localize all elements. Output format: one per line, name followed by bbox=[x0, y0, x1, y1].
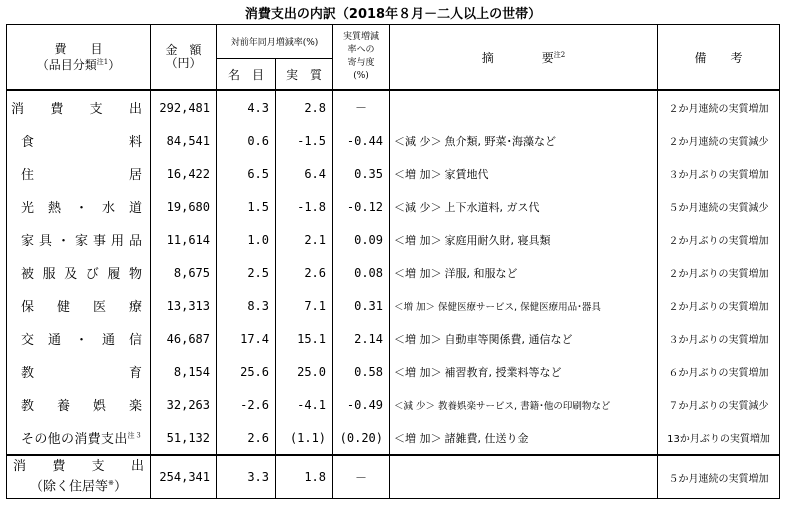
header-contribution: 実質増減 率への 寄与度 (%) bbox=[333, 25, 390, 91]
header-item: 費 目 （品目分類$^{注1}$） bbox=[7, 25, 151, 91]
row-summary: ＜増 加＞ 諸雑費, 仕送り金 bbox=[390, 421, 658, 455]
row-nominal: 3.3 bbox=[217, 455, 276, 499]
table-row bbox=[7, 256, 780, 289]
row-contribution: 0.58 bbox=[333, 355, 390, 388]
row-amount: 11,614 bbox=[151, 223, 217, 256]
row-nominal: 1.5 bbox=[217, 190, 276, 223]
table-row bbox=[7, 124, 780, 157]
row-remarks: ２か月ぶりの実質増加 bbox=[658, 289, 780, 322]
row-remarks: ３か月ぶりの実質増加 bbox=[658, 157, 780, 190]
row-name: 保健医療 bbox=[7, 289, 151, 322]
row-real: 2.8 bbox=[276, 90, 333, 124]
row-summary bbox=[390, 455, 658, 499]
expenditure-table bbox=[6, 24, 780, 499]
row-real: 1.8 bbox=[276, 455, 333, 499]
header-real: 実 質 bbox=[276, 59, 333, 91]
row-amount: 84,541 bbox=[151, 124, 217, 157]
row-remarks: ５か月連続の実質増加 bbox=[658, 455, 780, 499]
row-contribution: -0.12 bbox=[333, 190, 390, 223]
row-name: その他の消費支出$^{注3}$ bbox=[7, 421, 151, 455]
row-contribution: -0.44 bbox=[333, 124, 390, 157]
row-real: 2.1 bbox=[276, 223, 333, 256]
header-summary: 摘 要$^{注2}$ bbox=[390, 25, 658, 91]
row-amount: 13,313 bbox=[151, 289, 217, 322]
row-amount: 19,680 bbox=[151, 190, 217, 223]
row-nominal: 8.3 bbox=[217, 289, 276, 322]
row-summary bbox=[390, 90, 658, 124]
row-amount: 51,132 bbox=[151, 421, 217, 455]
row-summary: ＜減 少＞ 教養娯楽サービス, 書籍･他の印刷物など bbox=[390, 388, 658, 421]
row-name: 消費支出 bbox=[7, 90, 151, 124]
row-nominal: 17.4 bbox=[217, 322, 276, 355]
row-amount: 8,675 bbox=[151, 256, 217, 289]
row-remarks: ２か月連続の実質減少 bbox=[658, 124, 780, 157]
row-name: 消費支出 （除く住居等※） bbox=[7, 455, 151, 499]
row-remarks: ７か月ぶりの実質減少 bbox=[658, 388, 780, 421]
row-nominal: 2.6 bbox=[217, 421, 276, 455]
header-amount: 金 額 （円） bbox=[151, 25, 217, 91]
row-amount: 32,263 bbox=[151, 388, 217, 421]
row-summary: ＜増 加＞ 家庭用耐久財, 寝具類 bbox=[390, 223, 658, 256]
row-nominal: 2.5 bbox=[217, 256, 276, 289]
row-real: (1.1) bbox=[276, 421, 333, 455]
table-row bbox=[7, 355, 780, 388]
row-nominal: 1.0 bbox=[217, 223, 276, 256]
header-remarks: 備 考 bbox=[658, 25, 780, 91]
row-name: 家具・家事用品 bbox=[7, 223, 151, 256]
table-row bbox=[7, 223, 780, 256]
row-nominal: 0.6 bbox=[217, 124, 276, 157]
table-row bbox=[7, 90, 780, 124]
table-row bbox=[7, 157, 780, 190]
row-summary: ＜増 加＞ 家賃地代 bbox=[390, 157, 658, 190]
row-real: 7.1 bbox=[276, 289, 333, 322]
table-row bbox=[7, 421, 780, 455]
row-summary: ＜減 少＞ 上下水道料, ガス代 bbox=[390, 190, 658, 223]
row-name: 教養娯楽 bbox=[7, 388, 151, 421]
table-row bbox=[7, 190, 780, 223]
table-row bbox=[7, 289, 780, 322]
row-real: -4.1 bbox=[276, 388, 333, 421]
row-contribution: (0.20) bbox=[333, 421, 390, 455]
row-nominal: 6.5 bbox=[217, 157, 276, 190]
row-remarks: ２か月ぶりの実質増加 bbox=[658, 256, 780, 289]
row-real: 2.6 bbox=[276, 256, 333, 289]
row-real: 25.0 bbox=[276, 355, 333, 388]
row-contribution: 0.35 bbox=[333, 157, 390, 190]
row-real: -1.8 bbox=[276, 190, 333, 223]
row-contribution: 0.08 bbox=[333, 256, 390, 289]
row-contribution: 2.14 bbox=[333, 322, 390, 355]
row-summary: ＜増 加＞ 保健医療サービス, 保健医療用品･器具 bbox=[390, 289, 658, 322]
row-nominal: 25.6 bbox=[217, 355, 276, 388]
row-remarks: ２か月ぶりの実質増加 bbox=[658, 223, 780, 256]
row-contribution: -0.49 bbox=[333, 388, 390, 421]
row-amount: 8,154 bbox=[151, 355, 217, 388]
row-summary: ＜増 加＞ 洋服, 和服など bbox=[390, 256, 658, 289]
page-title: 消費支出の内訳（2018年８月－二人以上の世帯） bbox=[244, 7, 542, 22]
header-nominal: 名 目 bbox=[217, 59, 276, 91]
table-row bbox=[7, 388, 780, 421]
header-yoy-group: 対前年同月増減率(%) bbox=[217, 25, 333, 59]
row-summary: ＜増 加＞ 補習教育, 授業料等など bbox=[390, 355, 658, 388]
row-nominal: -2.6 bbox=[217, 388, 276, 421]
row-remarks: 13か月ぶりの実質増加 bbox=[658, 421, 780, 455]
row-remarks: ５か月連続の実質減少 bbox=[658, 190, 780, 223]
row-amount: 46,687 bbox=[151, 322, 217, 355]
row-remarks: ３か月ぶりの実質増加 bbox=[658, 322, 780, 355]
row-summary: ＜増 加＞ 自動車等関係費, 通信など bbox=[390, 322, 658, 355]
row-contribution: 0.31 bbox=[333, 289, 390, 322]
row-amount: 16,422 bbox=[151, 157, 217, 190]
row-real: 6.4 bbox=[276, 157, 333, 190]
row-remarks: ６か月ぶりの実質増加 bbox=[658, 355, 780, 388]
row-real: 15.1 bbox=[276, 322, 333, 355]
row-name: 被服及び履物 bbox=[7, 256, 151, 289]
row-contribution: － bbox=[333, 90, 390, 124]
row-contribution: 0.09 bbox=[333, 223, 390, 256]
row-name: 交通・通信 bbox=[7, 322, 151, 355]
row-remarks: ２か月連続の実質増加 bbox=[658, 90, 780, 124]
table-row bbox=[7, 322, 780, 355]
row-contribution: － bbox=[333, 455, 390, 499]
row-nominal: 4.3 bbox=[217, 90, 276, 124]
row-summary: ＜減 少＞ 魚介類, 野菜･海藻など bbox=[390, 124, 658, 157]
row-name: 教育 bbox=[7, 355, 151, 388]
row-amount: 292,481 bbox=[151, 90, 217, 124]
row-name: 住居 bbox=[7, 157, 151, 190]
row-real: -1.5 bbox=[276, 124, 333, 157]
table-row-total-excl-housing bbox=[7, 455, 780, 499]
row-name: 食料 bbox=[7, 124, 151, 157]
row-amount: 254,341 bbox=[151, 455, 217, 499]
row-name: 光熱・水道 bbox=[7, 190, 151, 223]
